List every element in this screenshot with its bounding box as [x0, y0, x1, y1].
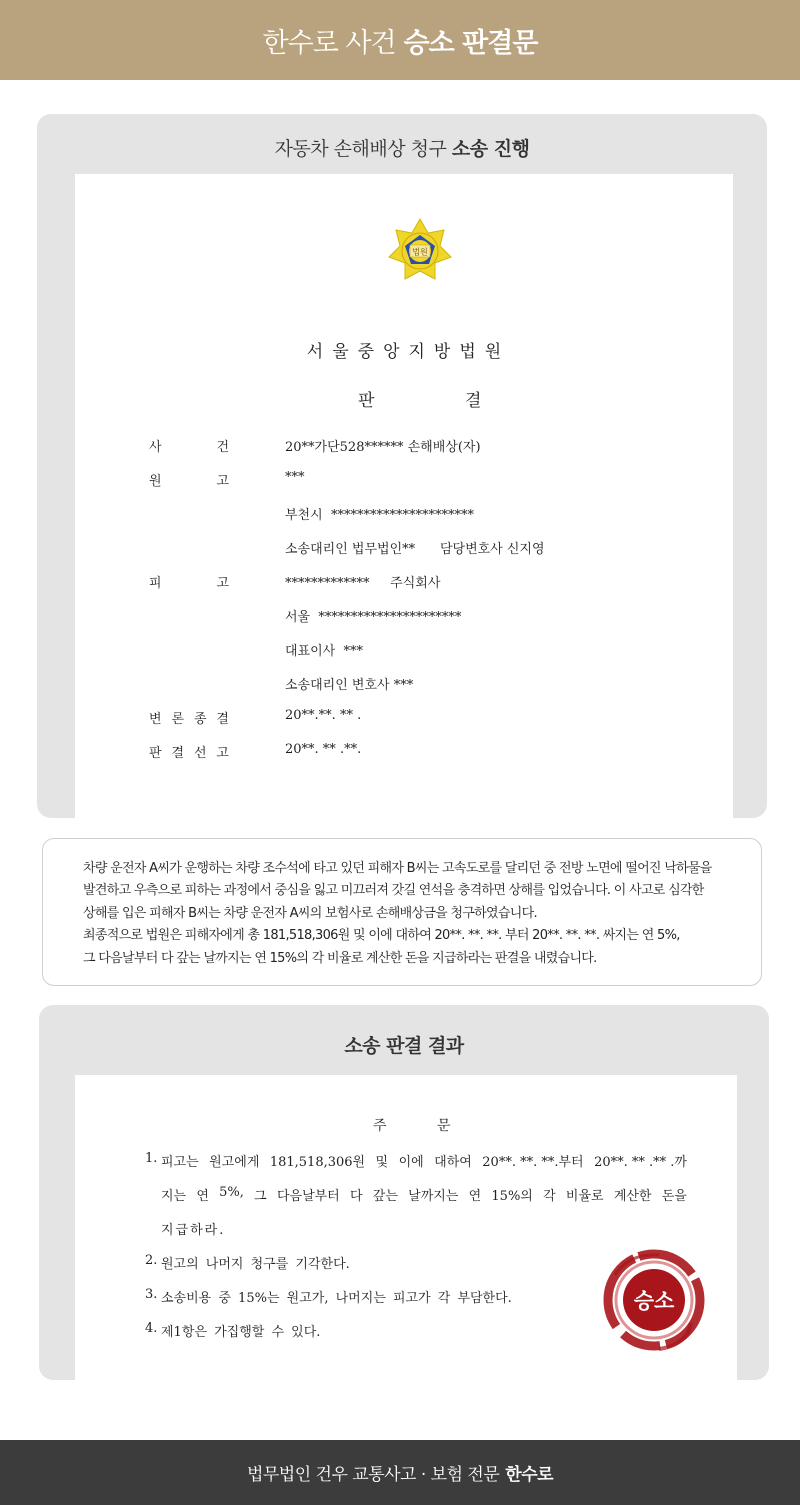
footer-brand: 한수로: [505, 1465, 554, 1485]
order-item-line: 지급하라.: [161, 1223, 226, 1238]
judgment-title-char: 판: [358, 391, 375, 411]
order-item-text: 소송비용 중 15%는 원고가, 나머지는 피고가 각 부담한다.: [161, 1291, 512, 1306]
lawsuit-panel: [37, 114, 767, 818]
summary-line: 상해를 입은 피해자 B씨는 차량 운전자 A씨의 보험사로 손해배상금을 청구하였습니다.: [83, 905, 537, 921]
result-panel-title: [39, 1031, 769, 1058]
page-footer: [0, 1440, 800, 1505]
case-info-row: [75, 538, 733, 558]
order-word: 비율로: [565, 1189, 604, 1204]
order-word: 계산한: [613, 1189, 652, 1204]
footer-text: 법무법인 건우 교통사고 · 보험 전문: [246, 1465, 500, 1485]
order-word: 5%,: [219, 1185, 244, 1200]
order-word: 각: [543, 1189, 556, 1204]
court-seal-icon: [387, 217, 453, 283]
case-info-label: [149, 470, 229, 489]
page-header: [0, 0, 800, 80]
case-info-label-char: 고: [216, 474, 229, 489]
victory-stamp-icon: [599, 1245, 709, 1355]
case-summary: [42, 838, 762, 986]
case-info-row: [75, 640, 733, 660]
case-info-label-char: 변: [149, 712, 162, 727]
case-info-label-char: 결: [171, 746, 185, 761]
order-word: 돈을: [661, 1189, 687, 1204]
order-word: 지는: [161, 1189, 187, 1204]
case-info-value: 20**.**. ** .: [285, 708, 362, 723]
case-info-label-char: 판: [149, 746, 162, 761]
order-word: 연: [468, 1189, 482, 1204]
case-info-label: [149, 742, 229, 761]
order-item-text: 제1항은 가집행할 수 있다.: [161, 1325, 321, 1340]
case-info-value: ***: [285, 470, 305, 485]
order-word: 피고는: [161, 1155, 199, 1170]
case-info-row: [75, 708, 733, 728]
case-info-label-char: 건: [216, 440, 229, 455]
case-info-value: 부천시 **********************: [285, 508, 474, 523]
header-title: 한수로 사건: [262, 27, 396, 59]
case-info-row: [75, 504, 733, 524]
order-word: 다음날부터: [276, 1189, 340, 1204]
case-info-value: 소송대리인 법무법인** 담당변호사 신지영: [285, 542, 545, 557]
case-info-label: [149, 436, 229, 455]
judgment-document: [75, 174, 733, 818]
case-info-value: 서울 **********************: [285, 610, 462, 625]
order-word: 날까지는: [408, 1189, 459, 1204]
order-word: 갚는: [372, 1189, 398, 1204]
stamp-text: 승소: [633, 1289, 675, 1313]
order-document: [75, 1075, 737, 1380]
case-info-row: [75, 470, 733, 490]
case-info-value: 소송대리인 변호사 ***: [285, 678, 414, 693]
case-info-row: [75, 572, 733, 592]
order-title-char: 문: [437, 1118, 451, 1134]
order-item-number: 4.: [145, 1321, 158, 1336]
case-info-label-char: 종: [193, 712, 207, 727]
case-info-label-char: 결: [216, 712, 229, 727]
order-word: 이에: [398, 1155, 424, 1170]
order-item-number: 3.: [145, 1287, 158, 1302]
order-item-number: 1.: [145, 1151, 158, 1166]
order-title-char: 주: [373, 1118, 387, 1134]
order-item-number: 2.: [145, 1253, 158, 1268]
order-item-text: 원고의 나머지 청구를 기각한다.: [161, 1257, 350, 1272]
lawsuit-panel-title: [37, 134, 767, 161]
case-info-row: [75, 436, 733, 456]
order-word: 원고에게: [209, 1155, 260, 1170]
order-word: 20**. ** .** .까: [594, 1155, 687, 1170]
case-info-label: [149, 708, 229, 727]
order-word: 20**. **. **.부터: [482, 1155, 584, 1170]
order-item-line: [161, 1151, 687, 1170]
case-info-row: [75, 606, 733, 626]
panel-title-emphasis: 소송 진행: [451, 138, 530, 160]
result-panel: [39, 1005, 769, 1380]
case-info-label-char: 원: [149, 474, 162, 489]
order-word: 181,518,306원: [269, 1155, 366, 1170]
case-info-label-char: 고: [216, 746, 229, 761]
case-info-label-char: 론: [171, 712, 185, 727]
case-info-label-char: 고: [216, 576, 229, 591]
case-info-value: 대표이사 ***: [285, 644, 363, 659]
summary-line: 차량 운전자 A씨가 운행하는 차량 조수석에 타고 있던 피해자 B씨는 고속도로를 달리던 중 전방 노면에 떨어진 낙하물을: [83, 861, 712, 876]
order-word: 15%의: [491, 1189, 533, 1204]
case-info-label-char: 선: [193, 746, 207, 761]
seal-text: 법원: [412, 247, 428, 257]
case-info-label-char: 사: [149, 440, 162, 455]
order-word: 및: [375, 1155, 389, 1170]
result-title-text: 소송 판결 결과: [344, 1035, 464, 1057]
order-word: 대하여: [434, 1155, 472, 1170]
order-word: 그: [254, 1189, 267, 1204]
order-item-line: [161, 1185, 687, 1204]
summary-line: 최종적으로 법원은 피해자에게 총 181,518,306원 및 이에 대하여 20**. **. **. 부터 20**. **. **. 싸지는 연 5%,: [83, 928, 680, 944]
order-word: 다: [349, 1189, 363, 1204]
summary-line: 발견하고 우측으로 피하는 과정에서 중심을 잃고 미끄러져 갓길 연석을 충격하면 상해를 입었습니다. 이 사고로 심각한: [83, 883, 704, 899]
panel-title-text: 자동차 손해배상 청구: [274, 138, 447, 160]
case-info-value: 20**가단528****** 손해배상(자): [285, 440, 481, 455]
case-info-value: ************* 주식회사: [285, 576, 441, 591]
summary-line: 그 다음날부터 다 갚는 날까지는 연 15%의 각 비율로 계산한 돈을 지급하라는 판결을 내렸습니다.: [83, 950, 597, 966]
court-name: 서울중앙지방법원: [306, 342, 511, 362]
header-title-emphasis: 승소 판결문: [403, 27, 538, 59]
case-info-row: [75, 742, 733, 762]
case-info-label-char: 피: [149, 576, 162, 591]
case-info-value: 20**. ** .**.: [285, 742, 362, 757]
case-info-row: [75, 674, 733, 694]
judgment-title-char: 결: [465, 391, 482, 411]
case-info-label: [149, 572, 229, 591]
order-word: 연: [196, 1189, 209, 1204]
